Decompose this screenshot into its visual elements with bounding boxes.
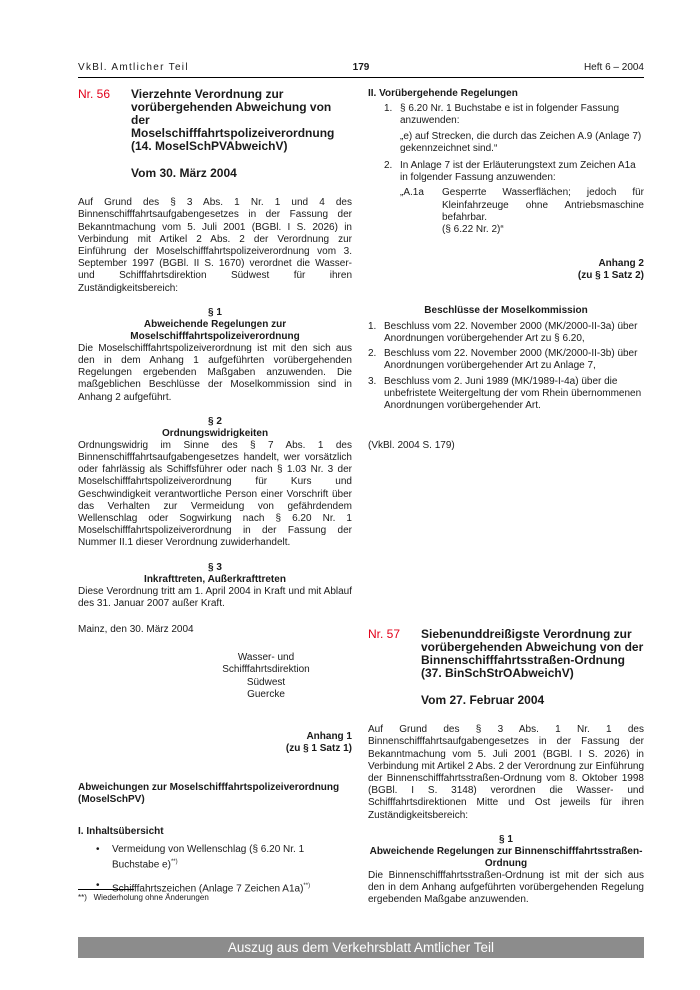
ordinance-date: Vom 30. März 2004 <box>131 166 237 180</box>
section-3-text: Diese Verordnung tritt am 1. April 2004 in Kraft und mit Ablauf des 31. Januar 2007 außer Kraft. <box>78 585 352 609</box>
section-3-heading <box>78 562 352 586</box>
signature-authority: Wasser- und Schifffahrtsdirektion <box>222 652 310 676</box>
item-number: 2. <box>368 348 377 360</box>
bullet-icon: • <box>96 844 100 856</box>
page-number: 179 <box>352 62 370 73</box>
ordinance-title: Vierzehnte Verordnung zur vorübergehenden Abweichung von der Moselschifffahrtspolizeiverordnung (14. MoselSchPVAbweichV) <box>131 87 335 153</box>
item-number: 3. <box>368 375 377 387</box>
annex-reference: (zu § 1 Satz 1) <box>285 743 352 755</box>
right-column <box>368 88 644 452</box>
list-item <box>384 103 644 155</box>
section-heading: II. Vorübergehende Regelungen <box>368 88 518 99</box>
resolutions-list <box>368 321 644 412</box>
annex-2-heading <box>368 258 644 282</box>
item-reference: (§ 6.22 Nr. 2)“ <box>442 224 504 236</box>
toc-item: Vermeidung von Wellenschlag (§ 6.20 Nr. 1 Buchstabe e) <box>112 844 305 871</box>
item-number: 1. <box>384 103 393 115</box>
item-quote: Gesperrte Wasserflächen; jedoch für Kleinfahrzeuge ohne Antriebsmaschine befahrbar. <box>442 187 644 223</box>
citation: (VkBl. 2004 S. 179) <box>368 440 455 452</box>
annex-1-title: Abweichungen zur Moselschifffahrtspolizeiverordnung (MoselSchPV) <box>78 781 340 805</box>
left-column <box>78 88 352 895</box>
section-title: Inkrafttreten, Außerkrafttreten <box>144 573 286 585</box>
place-date: Mainz, den 30. März 2004 <box>78 624 194 636</box>
ordinance-57-title-block <box>368 628 644 680</box>
list-item <box>368 348 644 372</box>
section-number: § 2 <box>208 415 222 427</box>
section-2-text: Ordnungswidrig im Sinne des § 7 Abs. 1 des Binnenschifffahrtsaufgabengesetzes handelt, wer vorsätzlich oder fahrlässig als Schiffsführer oder nach § 1.03 Nr. 3 der Moselschifffahrtspolizeiverordnung für Kurs und Geschwindigkeit verantwortliche Person einer Vorschrift über das Verhalten zur Vermeidung von gefährdendem Wellenschlag oder Sogwirkung nach § 6.20 Nr. 1 Moselschifffahrtspolizeiverordnung in der Fassung der Nummer II.1 dieser Verordnung zuwiderhandelt. <box>78 439 352 549</box>
item-text: § 6.20 Nr. 1 Buchstabe e ist in folgender Fassung anzuwenden: <box>400 103 620 127</box>
item-number: 2. <box>384 160 393 172</box>
item-text: In Anlage 7 ist der Erläuterungstext zum Zeichen A1a in folgender Fassung anzuwenden: <box>400 160 636 184</box>
header-rule <box>78 77 644 78</box>
footnote-text: Wiederholung ohne Änderungen <box>93 893 209 902</box>
signature-block <box>196 652 336 701</box>
toc-item: Schifffahrtszeichen (Anlage 7 Zeichen A1a) <box>112 883 304 895</box>
section-number: § 3 <box>208 561 222 573</box>
preamble: Auf Grund des § 3 Abs. 1 Nr. 1 des Binnenschifffahrtsaufgabengesetzes in der Fassung der Bekanntmachung vom 5. Juli 2001 (BGBl. I S. 2026) in Verbindung mit Artikel 2 Abs. 2 der Verordnung zur Einführung der Binnenschifffahrtsstraßen-Ordnung vom 8. Oktober 1998 (BGBl. I S. 3148) verordnen die Wasser- und Schifffahrtsdirektionen Mitte und Ost jeweils für ihren Zuständigkeitsbereich: <box>368 724 644 821</box>
ordinance-number: Nr. 56 <box>78 87 111 101</box>
ordinance-date: Vom 27. Februar 2004 <box>421 693 545 707</box>
section-title: Ordnungswidrigkeiten <box>161 427 269 439</box>
footnote-mark: **) <box>303 882 311 889</box>
bullet-icon: • <box>96 879 100 891</box>
ordinance-57 <box>368 628 644 906</box>
ordinance-number: Nr. 57 <box>368 627 401 641</box>
section-1-text: Die Moselschifffahrtspolizeiverordnung ist mit den sich aus den in dem Anhang 1 aufgeführten vorübergehenden Regelungen ergebenden Maßgaben anzuwenden. Die maßgeblichen Beschlüsse der Moselkommission sind in Anhang 2 aufgeführt. <box>78 342 352 403</box>
annex-label: Anhang 2 <box>598 258 644 270</box>
annex-1-heading <box>78 731 352 755</box>
resolutions-title: Beschlüsse der Moselkommission <box>424 304 588 316</box>
list-item <box>78 844 352 872</box>
list-item <box>368 321 644 345</box>
section-2-heading <box>78 416 352 440</box>
regulation-list <box>368 103 644 236</box>
section-1-text: Die Binnenschifffahrtsstraßen-Ordnung ist mit der sich aus den in dem Anhang aufgeführten vorübergehenden Regelung ergebenden Maßgabe anzuwenden. <box>368 869 644 906</box>
section-title: Abweichende Regelungen zur Binnenschifffahrtsstraßen-Ordnung <box>369 845 643 869</box>
footer-banner: Auszug aus dem Verkehrsblatt Amtlicher Teil <box>78 937 644 958</box>
list-item <box>384 160 644 236</box>
ordinance-title: Siebenunddreißigste Verordnung zur vorübergehenden Abweichung von der Binnenschifffahrtsstraßen-Ordnung (37. BinSchStrOAbweichV) <box>421 627 644 680</box>
list-item <box>368 376 644 413</box>
footnote-mark: **) <box>78 893 87 902</box>
footnote-mark: **) <box>170 859 178 866</box>
section-title: Abweichende Regelungen zur Moselschifffahrtspolizeiverordnung <box>130 318 300 342</box>
sign-code: „A.1a <box>400 187 424 199</box>
resolution-text: Beschluss vom 22. November 2000 (MK/2000-II-3b) über Anordnungen vorübergehender Art zu Anlage 7, <box>384 348 638 372</box>
item-number: 1. <box>368 320 377 332</box>
resolution-text: Beschluss vom 22. November 2000 (MK/2000-II-3a) über Anordnungen vorübergehender Art zu § 6.20, <box>384 320 638 345</box>
item-quote: „e) auf Strecken, die durch das Zeichen A.9 (Anlage 7) gekennzeichnet sind.“ <box>400 130 642 154</box>
section-1-heading <box>78 307 352 343</box>
annex-reference: (zu § 1 Satz 2) <box>577 270 644 282</box>
footnote-rule <box>78 889 134 890</box>
annex-label: Anhang 1 <box>306 731 352 743</box>
section-number: § 1 <box>499 833 513 845</box>
ordinance-56-title-block <box>78 88 352 153</box>
section-1-heading <box>368 834 644 870</box>
issue-number: Heft 6 – 2004 <box>583 62 644 73</box>
item-quote-block <box>400 187 644 236</box>
preamble: Auf Grund des § 3 Abs. 1 Nr. 1 und 4 des Binnenschifffahrtsaufgabengesetzes in der Fassung der Bekanntmachung vom 5. Juli 2001 (BGBl. I S. 2026) in Verbindung mit Artikel 2 Abs. 2 der Verordnung zur Einführung der Moselschifffahrtspolizeiverordnung vom 3. September 1997 (BGBl. II S. 1670) verordnet die Wasser- und Schifffahrtsdirektion Südwest für ihren Zuständigkeitsbereich: <box>78 197 352 294</box>
signature-region: Südwest <box>246 676 286 688</box>
page-header <box>78 62 644 78</box>
toc-heading: I. Inhaltsübersicht <box>78 825 164 837</box>
resolution-text: Beschluss vom 2. Juni 1989 (MK/1989-I-4a) über die unbefristete Weitergeltung der vom Rhein übernommenen Anordnungen vorübergehender Art. <box>384 375 642 412</box>
signature-name: Guercke <box>247 688 285 700</box>
section-number: § 1 <box>208 306 222 318</box>
footnote <box>78 893 209 902</box>
journal-name: VkBl. Amtlicher Teil <box>78 62 189 73</box>
